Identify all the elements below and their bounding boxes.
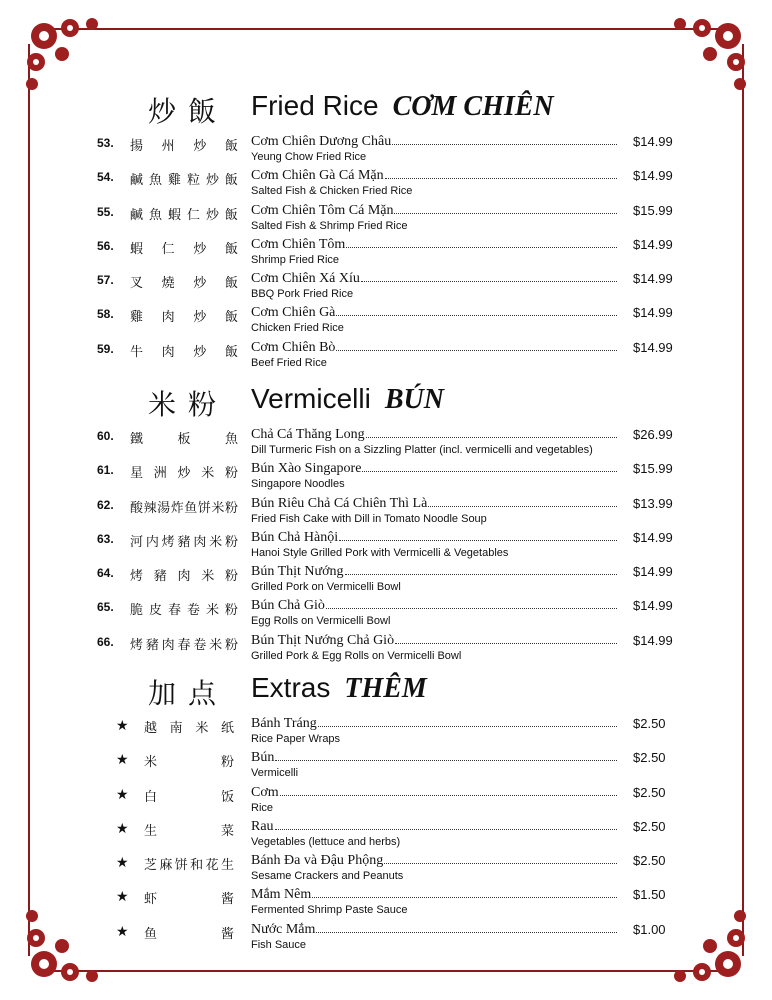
item-chinese-char: 州: [161, 139, 175, 154]
item-english-name: Egg Rolls on Vermicelli Bowl: [251, 615, 391, 628]
item-chinese-char: 叉: [130, 276, 144, 292]
star-icon: ★: [116, 717, 129, 733]
item-chinese-name: [130, 341, 238, 360]
menu-section: [0, 90, 772, 374]
section-heading: [0, 672, 772, 716]
section-english-label: Extras: [251, 672, 331, 703]
item-chinese-char: 白: [144, 789, 158, 805]
menu-item: [0, 496, 772, 530]
section-chinese-title: [148, 672, 228, 712]
section-chinese-title: [148, 90, 228, 130]
item-chinese-char: 越: [144, 721, 158, 736]
item-vietnamese-name: [251, 922, 617, 938]
item-vietnamese-name: [251, 887, 617, 903]
item-chinese-char: 米: [144, 755, 158, 771]
item-chinese-char: 板: [177, 432, 191, 447]
item-chinese-char: 内: [145, 534, 159, 550]
item-price: $2.50: [633, 853, 666, 869]
item-vietnamese-name: [251, 716, 617, 732]
item-chinese-name: [130, 428, 238, 447]
menu-item: [0, 237, 772, 271]
item-vietnamese-name: [251, 340, 617, 356]
item-vietnamese-label: Cơm Chiên Tôm Cá Mặn: [251, 202, 394, 218]
item-chinese-char: 菜: [220, 823, 234, 839]
item-chinese-char: 牛: [130, 344, 144, 360]
item-chinese-char: 炸: [170, 500, 184, 516]
item-vietnamese-label: Bún Xào Singapore: [251, 461, 362, 477]
item-chinese-char: 仁: [186, 207, 200, 223]
section-english-label: Vermicelli: [251, 383, 371, 414]
item-vietnamese-name: [251, 305, 617, 321]
item-price: $14.99: [633, 564, 673, 580]
item-english-name: Vegetables (lettuce and herbs): [251, 835, 401, 848]
item-vietnamese-name: [251, 427, 617, 443]
item-vietnamese-name: [251, 750, 617, 766]
item-chinese-char: 酱: [220, 892, 234, 908]
item-vietnamese-label: Cơm: [251, 784, 279, 800]
dot-leader: [366, 427, 617, 438]
item-chinese-char: 春: [177, 637, 191, 653]
menu-section: [0, 383, 772, 667]
item-chinese-char: 米: [211, 500, 225, 516]
item-vietnamese-label: Bún: [251, 750, 275, 766]
item-vietnamese-label: Cơm Chiên Dương Châu: [251, 134, 392, 149]
menu-item: [0, 134, 772, 168]
item-chinese-char: 春: [167, 603, 181, 619]
item-chinese-char: 米: [205, 603, 219, 619]
item-chinese-name: [130, 272, 238, 291]
item-price: $14.99: [633, 236, 673, 252]
item-chinese-char: 粒: [186, 173, 200, 189]
item-english-name: Singapore Noodles: [251, 478, 345, 491]
item-chinese-char: 麻: [159, 858, 173, 874]
item-chinese-char: 粉: [224, 500, 238, 516]
item-vietnamese-label: Cơm Chiên Bò: [251, 339, 336, 355]
item-chinese-name: [130, 135, 238, 154]
menu-item: [0, 168, 772, 202]
item-price: $14.99: [633, 305, 673, 321]
item-vietnamese-name: [251, 203, 617, 219]
item-chinese-name: [130, 238, 238, 257]
item-english-name: Grilled Pork on Vermicelli Bowl: [251, 581, 401, 594]
section-english-title: [251, 672, 427, 705]
item-price: $14.99: [633, 134, 673, 149]
item-chinese-name: [130, 204, 238, 223]
item-chinese-char: 脆: [130, 603, 144, 619]
item-chinese-name: [130, 306, 238, 325]
item-chinese-char: 飯: [224, 344, 238, 360]
item-chinese-char: 米: [201, 466, 215, 482]
item-vietnamese-label: Chả Cá Thăng Long: [251, 427, 365, 442]
item-price: $14.99: [633, 168, 673, 184]
item-chinese-char: 雞: [167, 173, 181, 189]
item-chinese-char: 粉: [220, 755, 234, 771]
item-vietnamese-name: [251, 168, 617, 184]
item-chinese-name: [130, 531, 238, 550]
item-chinese-char: 飯: [224, 173, 238, 189]
item-chinese-char: 烤: [130, 637, 144, 653]
item-number: 59.: [97, 341, 114, 356]
menu-item: [0, 819, 772, 853]
item-vietnamese-name: [251, 237, 617, 253]
item-chinese-char: 粉: [224, 466, 238, 482]
item-chinese-char: 飯: [224, 276, 238, 292]
item-english-name: Shrimp Fried Rice: [251, 253, 340, 266]
menu-item: [0, 853, 772, 887]
dot-leader: [346, 237, 617, 248]
dot-leader: [345, 564, 617, 575]
item-chinese-name: [144, 820, 234, 839]
dot-leader: [316, 922, 617, 933]
star-icon: ★: [116, 819, 129, 836]
item-english-name: Dill Turmeric Fish on a Sizzling Platter (incl. vermicelli and vegetables): [251, 444, 593, 456]
item-chinese-char: 虾: [144, 892, 158, 908]
menu-item: [0, 564, 772, 598]
item-vietnamese-label: Mắm Nêm: [251, 887, 312, 903]
item-chinese-char: 卷: [193, 637, 207, 653]
item-chinese-char: 和: [190, 858, 204, 874]
item-chinese-name: [130, 634, 238, 653]
item-chinese-name: [130, 599, 238, 618]
menu-item: [0, 887, 772, 921]
item-english-name: BBQ Pork Fried Rice: [251, 288, 354, 301]
item-chinese-char: 飯: [224, 207, 238, 223]
dot-leader: [428, 496, 617, 507]
item-chinese-name: [144, 751, 234, 770]
item-english-name: Hanoi Style Grilled Pork with Vermicelli & Vegetables: [251, 546, 509, 559]
item-price: $14.99: [633, 339, 673, 355]
item-chinese-char: 卷: [186, 603, 200, 619]
item-chinese-char: 炒: [193, 241, 207, 257]
frame-top-border: [44, 28, 728, 30]
item-chinese-char: 肉: [177, 569, 191, 585]
dot-leader: [275, 819, 617, 830]
item-vietnamese-name: [251, 530, 617, 546]
item-chinese-char: 肉: [161, 637, 175, 653]
menu-item: [0, 530, 772, 564]
item-chinese-char: 皮: [148, 603, 162, 619]
dot-leader: [385, 168, 617, 179]
section-chinese-char: 加: [148, 677, 189, 710]
item-chinese-char: 洲: [153, 466, 167, 482]
section-vietnamese-label: CƠM CHIÊN: [392, 91, 554, 122]
item-chinese-char: 河: [130, 534, 144, 550]
dot-leader: [339, 530, 617, 541]
menu-item: [0, 203, 772, 237]
item-chinese-char: 揚: [130, 139, 144, 154]
menu-item: [0, 633, 772, 667]
item-vietnamese-name: [251, 564, 617, 580]
section-english-title: [251, 90, 554, 123]
section-vietnamese-label: BÚN: [384, 384, 444, 415]
item-number: 60.: [97, 429, 114, 443]
item-chinese-name: [144, 923, 234, 942]
item-chinese-name: [130, 462, 238, 481]
item-price: $15.99: [633, 202, 673, 218]
item-vietnamese-label: Cơm Chiên Tôm: [251, 236, 346, 252]
item-chinese-name: [130, 497, 238, 516]
item-vietnamese-name: [251, 819, 617, 835]
item-chinese-char: 米: [209, 534, 223, 550]
dot-leader: [312, 887, 617, 898]
menu-section: [0, 672, 772, 956]
item-english-name: Fried Fish Cake with Dill in Tomato Noodle Soup: [251, 512, 487, 525]
item-chinese-char: 豬: [177, 534, 191, 550]
item-vietnamese-label: Cơm Chiên Gà Cá Mặn: [251, 168, 384, 184]
item-number: 63.: [97, 531, 114, 546]
section-english-title: [251, 383, 444, 416]
section-vietnamese-label: THÊM: [344, 673, 427, 704]
item-price: $2.50: [633, 784, 666, 800]
dot-leader: [336, 340, 617, 351]
star-icon: ★: [116, 751, 129, 768]
menu-item: [0, 305, 772, 339]
item-vietnamese-name: [251, 853, 617, 869]
item-english-name: Fish Sauce: [251, 938, 307, 951]
item-english-name: Salted Fish & Chicken Fried Rice: [251, 185, 413, 198]
item-vietnamese-label: Cơm Chiên Xá Xíu: [251, 271, 360, 287]
menu-item: [0, 461, 772, 495]
menu-item: [0, 340, 772, 374]
item-vietnamese-label: Cơm Chiên Gà: [251, 305, 336, 321]
item-vietnamese-label: Nước Mắm: [251, 921, 316, 937]
item-vietnamese-name: [251, 461, 617, 477]
section-english-label: Fried Rice: [251, 90, 379, 121]
star-icon: ★: [116, 785, 129, 802]
dot-leader: [384, 853, 617, 864]
item-vietnamese-name: [251, 134, 617, 150]
section-heading: [0, 383, 772, 427]
item-vietnamese-name: [251, 271, 617, 287]
item-vietnamese-label: Bún Chả Hànội: [251, 529, 339, 545]
item-chinese-char: 肉: [161, 310, 175, 326]
item-price: $14.99: [633, 271, 673, 287]
item-chinese-char: 魚: [148, 173, 162, 189]
dot-leader: [318, 716, 617, 727]
item-price: $26.99: [633, 427, 673, 442]
item-chinese-char: 雞: [130, 310, 144, 326]
item-chinese-char: 炒: [193, 276, 207, 292]
item-chinese-char: 粉: [224, 569, 238, 585]
item-chinese-char: 炒: [177, 466, 191, 482]
section-chinese-char: 点: [188, 677, 229, 710]
item-vietnamese-label: Bánh Tráng: [251, 716, 317, 731]
dot-leader: [280, 785, 617, 796]
item-chinese-char: 米: [195, 721, 209, 736]
dot-leader: [392, 134, 617, 145]
item-chinese-name: [144, 854, 234, 873]
item-chinese-char: 米: [209, 637, 223, 653]
item-chinese-name: [144, 888, 234, 907]
item-english-name: Grilled Pork & Egg Rolls on Vermicelli Bowl: [251, 649, 462, 662]
item-chinese-char: 蝦: [167, 207, 181, 223]
item-chinese-char: 豬: [145, 637, 159, 653]
item-chinese-char: 肉: [161, 344, 175, 360]
item-price: $14.99: [633, 598, 673, 614]
item-chinese-char: 魚: [148, 207, 162, 223]
section-chinese-char: 粉: [188, 388, 229, 421]
item-chinese-char: 炒: [205, 207, 219, 223]
item-chinese-char: 鐵: [130, 432, 144, 447]
dot-leader: [361, 271, 617, 282]
item-number: 65.: [97, 600, 114, 615]
item-chinese-char: 饭: [220, 789, 234, 805]
menu-item: [0, 716, 772, 750]
section-chinese-title: [148, 383, 228, 423]
item-price: $14.99: [633, 632, 673, 648]
item-chinese-char: 饼: [174, 858, 188, 874]
item-chinese-char: 鱼: [144, 926, 158, 942]
item-price: $1.50: [633, 887, 666, 903]
item-number: 55.: [97, 204, 114, 219]
item-chinese-char: 鱼: [184, 500, 198, 516]
item-number: 62.: [97, 497, 114, 512]
item-price: $2.50: [633, 750, 666, 766]
item-chinese-char: 烤: [130, 569, 144, 585]
item-chinese-char: 酱: [220, 926, 234, 942]
item-chinese-char: 飯: [224, 241, 238, 257]
dot-leader: [336, 305, 617, 316]
item-english-name: Fermented Shrimp Paste Sauce: [251, 904, 408, 917]
item-chinese-char: 魚: [224, 432, 238, 447]
menu-item: [0, 427, 772, 461]
item-chinese-char: 粉: [224, 603, 238, 619]
item-chinese-char: 纸: [220, 721, 234, 736]
item-number: 53.: [97, 136, 114, 150]
section-chinese-char: 飯: [188, 95, 229, 128]
item-english-name: Salted Fish & Shrimp Fried Rice: [251, 219, 408, 232]
item-chinese-char: 星: [130, 466, 144, 482]
item-english-name: Vermicelli: [251, 767, 299, 780]
item-price: $13.99: [633, 495, 673, 511]
item-chinese-name: [130, 169, 238, 188]
item-vietnamese-label: Bún Thịt Nướng: [251, 564, 344, 580]
item-number: 56.: [97, 238, 114, 253]
item-english-name: Chicken Fried Rice: [251, 322, 344, 335]
item-chinese-char: 飯: [224, 310, 238, 326]
item-chinese-name: [130, 565, 238, 584]
item-chinese-char: 燒: [161, 276, 175, 292]
item-chinese-char: 芝: [144, 858, 158, 874]
frame-bottom-border: [44, 970, 728, 972]
item-number: 57.: [97, 273, 114, 288]
item-chinese-char: 酸: [130, 500, 144, 516]
item-chinese-name: [144, 786, 234, 805]
item-chinese-char: 炒: [193, 139, 207, 154]
item-number: 64.: [97, 566, 114, 581]
item-vietnamese-name: [251, 496, 617, 512]
item-price: $2.50: [633, 818, 666, 834]
item-chinese-char: 花: [205, 858, 219, 874]
menu-item: [0, 922, 772, 956]
item-english-name: Rice: [251, 801, 274, 814]
item-vietnamese-name: [251, 785, 617, 801]
item-chinese-char: 生: [220, 858, 234, 874]
dot-leader: [395, 633, 617, 644]
dot-leader: [394, 203, 617, 214]
item-english-name: Sesame Crackers and Peanuts: [251, 870, 404, 883]
dot-leader: [362, 461, 617, 472]
item-price: $1.00: [633, 921, 666, 937]
item-chinese-char: 豬: [153, 569, 167, 585]
item-vietnamese-name: [251, 633, 617, 649]
item-price: $14.99: [633, 529, 673, 545]
item-chinese-char: 炒: [205, 173, 219, 189]
item-vietnamese-label: Rau: [251, 818, 274, 834]
item-number: 58.: [97, 307, 114, 322]
menu-item: [0, 750, 772, 784]
item-chinese-char: 炒: [193, 310, 207, 326]
section-chinese-char: 米: [148, 388, 189, 421]
section-heading: [0, 90, 772, 134]
item-chinese-char: 鹹: [130, 207, 144, 223]
item-vietnamese-name: [251, 598, 617, 614]
item-chinese-char: 炒: [193, 344, 207, 360]
item-vietnamese-label: Bún Chả Giò: [251, 598, 325, 614]
item-chinese-char: 鹹: [130, 173, 144, 189]
item-chinese-char: 烤: [161, 534, 175, 550]
item-english-name: Yeung Chow Fried Rice: [251, 151, 367, 163]
dot-leader: [326, 598, 617, 609]
item-chinese-char: 饼: [197, 500, 211, 516]
item-vietnamese-label: Bánh Đa và Đậu Phộng: [251, 853, 384, 869]
menu-item: [0, 785, 772, 819]
item-chinese-name: [144, 717, 234, 736]
item-chinese-char: 湯: [157, 500, 171, 516]
item-chinese-char: 仁: [161, 241, 175, 257]
item-chinese-char: 肉: [193, 534, 207, 550]
item-chinese-char: 粉: [224, 534, 238, 550]
item-price: $15.99: [633, 461, 673, 477]
menu-item: [0, 598, 772, 632]
item-number: 66.: [97, 634, 114, 649]
item-chinese-char: 米: [201, 569, 215, 585]
item-english-name: Rice Paper Wraps: [251, 733, 341, 745]
item-chinese-char: 蝦: [130, 241, 144, 257]
item-price: $2.50: [633, 716, 666, 731]
item-vietnamese-label: Bún Thịt Nướng Chả Giò: [251, 632, 395, 648]
item-chinese-char: 粉: [224, 637, 238, 653]
dot-leader: [275, 750, 617, 761]
item-chinese-char: 飯: [224, 139, 238, 154]
menu-item: [0, 271, 772, 305]
section-chinese-char: 炒: [148, 95, 189, 128]
star-icon: ★: [116, 888, 129, 905]
item-vietnamese-label: Bún Riêu Chả Cá Chiên Thì Là: [251, 495, 428, 511]
item-number: 61.: [97, 463, 114, 478]
item-number: 54.: [97, 170, 114, 185]
star-icon: ★: [116, 854, 129, 871]
item-chinese-char: 生: [144, 823, 158, 839]
star-icon: ★: [116, 922, 129, 939]
item-chinese-char: 南: [169, 721, 183, 736]
item-english-name: Beef Fried Rice: [251, 356, 327, 369]
item-chinese-char: 辣: [143, 500, 157, 516]
